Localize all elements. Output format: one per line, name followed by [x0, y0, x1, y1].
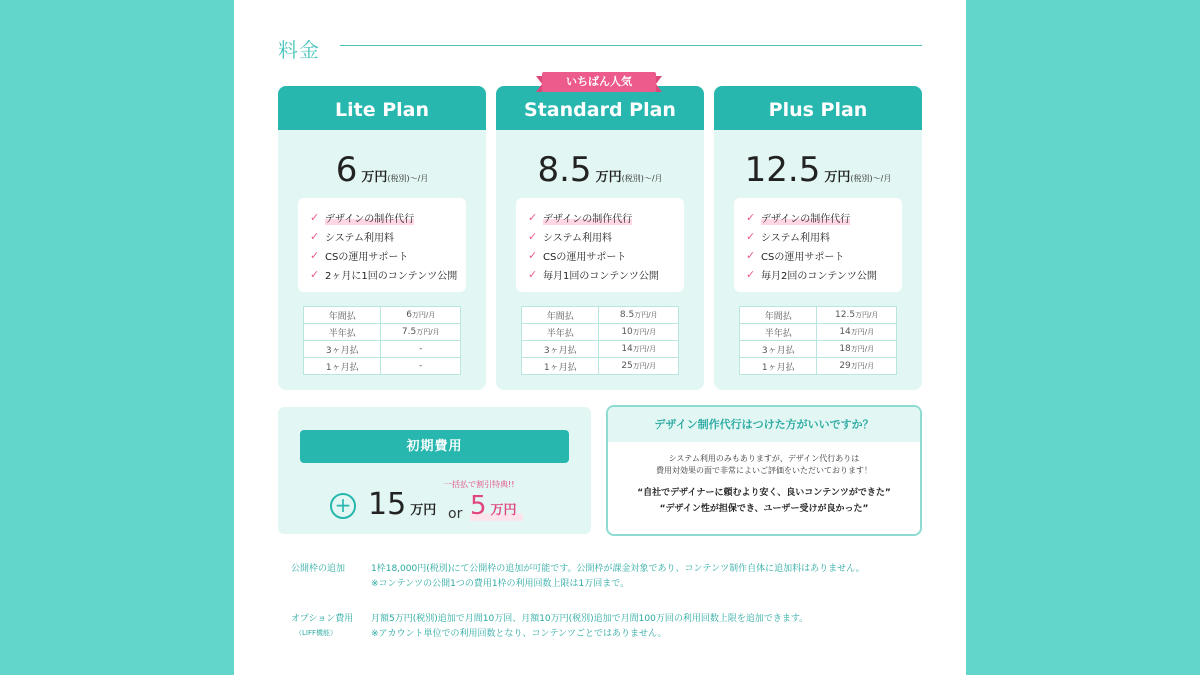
- rate-row: [740, 307, 897, 324]
- rate-label: 半年払: [522, 324, 599, 341]
- note-line: ※アカウント単位での利用回数となり、コンテンツごとではありません。: [371, 629, 667, 639]
- initial-cost-title: 初期費用: [300, 430, 569, 463]
- check-icon: ✓: [528, 249, 538, 262]
- check-icon: ✓: [310, 230, 320, 243]
- note-row: [291, 562, 931, 592]
- rate-value-cell: [817, 341, 897, 358]
- check-icon: ✓: [746, 230, 756, 243]
- feature-label: CSの運用サポート: [325, 252, 409, 263]
- rate-label: 3ヶ月払: [304, 341, 381, 358]
- feature-item: [746, 227, 902, 246]
- plan-name: Plus Plan: [714, 86, 922, 130]
- rate-value: -: [419, 344, 423, 354]
- check-icon: ✓: [310, 268, 320, 281]
- rate-unit: 万円/月: [850, 362, 875, 370]
- rate-value-cell: [599, 324, 679, 341]
- note-label: 公開枠の追加: [291, 564, 346, 574]
- feature-item: [310, 265, 466, 284]
- discount-price-unit: 万円: [490, 503, 517, 518]
- feature-item: [528, 246, 684, 265]
- rate-unit: 万円/月: [632, 328, 657, 336]
- rate-value: 10: [621, 327, 633, 337]
- rate-row: [304, 307, 461, 324]
- feature-label: デザインの制作代行: [325, 210, 414, 225]
- rate-value: 12.5: [835, 310, 856, 320]
- section-divider: [340, 45, 922, 46]
- plan-price: [278, 150, 486, 190]
- rate-label: 1ヶ月払: [304, 358, 381, 375]
- feature-label: CSの運用サポート: [761, 252, 845, 263]
- check-icon: ✓: [746, 268, 756, 281]
- rate-label: 半年払: [740, 324, 817, 341]
- check-icon: ✓: [528, 230, 538, 243]
- rate-label: 3ヶ月払: [522, 341, 599, 358]
- note-row: [291, 612, 931, 642]
- rate-label: 半年払: [304, 324, 381, 341]
- plan-price-value: 8.5: [537, 150, 592, 190]
- feature-item: [746, 265, 902, 284]
- rate-value: 14: [621, 344, 633, 354]
- initial-price: [368, 487, 436, 522]
- rate-value-cell: [381, 324, 461, 341]
- rate-value: 29: [839, 361, 851, 371]
- plan-card: [278, 86, 486, 390]
- check-icon: ✓: [528, 211, 538, 224]
- feature-item: [528, 265, 684, 284]
- feature-label: システム利用料: [325, 233, 394, 244]
- discount-note: 一括払で割引特典!!: [444, 480, 515, 489]
- rate-value-cell: [381, 358, 461, 375]
- rate-label: 年間払: [522, 307, 599, 324]
- popular-ribbon: いちばん人気: [542, 72, 656, 92]
- check-icon: ✓: [746, 249, 756, 262]
- note-sublabel: （LIFF機能）: [295, 629, 338, 637]
- rate-value-cell: [817, 358, 897, 375]
- section-title: 料金: [278, 38, 320, 62]
- rate-row: [304, 341, 461, 358]
- faq-body: [608, 442, 920, 477]
- feature-label: デザインの制作代行: [761, 210, 850, 225]
- rate-label: 1ヶ月払: [522, 358, 599, 375]
- rate-value: 7.5: [401, 327, 417, 337]
- feature-label: デザインの制作代行: [543, 210, 632, 225]
- plan-price-unit: 万円: [595, 170, 622, 185]
- check-icon: ✓: [746, 211, 756, 224]
- feature-item: [528, 227, 684, 246]
- feature-list: [516, 198, 684, 292]
- discount-price-value: 5: [470, 491, 487, 521]
- plan-price-tax: (税別)〜/月: [387, 174, 429, 183]
- plan-name: Standard Plan: [496, 86, 704, 130]
- plan-name: Lite Plan: [278, 86, 486, 130]
- or-label: or: [448, 506, 463, 522]
- plan-price: [496, 150, 704, 190]
- check-icon: ✓: [310, 211, 320, 224]
- rate-table: [521, 306, 679, 375]
- rate-value-cell: [817, 307, 897, 324]
- rate-row: [522, 341, 679, 358]
- plan-card: [496, 75, 704, 390]
- rate-unit: 万円/月: [411, 311, 436, 319]
- rate-table: [303, 306, 461, 375]
- initial-price-value: 15: [368, 487, 407, 522]
- plus-icon: +: [330, 493, 356, 519]
- rate-row: [522, 358, 679, 375]
- plan-price-unit: 万円: [824, 170, 851, 185]
- rate-table: [739, 306, 897, 375]
- plan-price-tax: (税別)〜/月: [850, 174, 892, 183]
- note-label: オプション費用: [291, 614, 354, 624]
- pricing-sheet: [234, 0, 966, 675]
- plan-price: [714, 150, 922, 190]
- rate-unit: 万円/月: [850, 345, 875, 353]
- feature-item: [528, 208, 684, 227]
- rate-label: 1ヶ月払: [740, 358, 817, 375]
- feature-list: [298, 198, 466, 292]
- plan-price-value: 6: [335, 150, 358, 190]
- rate-unit: 万円/月: [416, 328, 440, 336]
- rate-value-cell: [817, 324, 897, 341]
- rate-value: 14: [839, 327, 851, 337]
- design-faq-card: [606, 405, 922, 536]
- faq-quotes: [608, 477, 920, 517]
- rate-row: [740, 358, 897, 375]
- rate-value-cell: [599, 307, 679, 324]
- note-line: ※コンテンツの公開1つの費用1枠の利用回数上限は1万回まで。: [371, 579, 630, 589]
- feature-list: [734, 198, 902, 292]
- rate-value: 8.5: [619, 310, 635, 320]
- faq-quote-1: “自社でデザイナーに頼むより安く、良いコンテンツができた”: [637, 488, 891, 498]
- rate-label: 年間払: [304, 307, 381, 324]
- rate-value-cell: [381, 307, 461, 324]
- feature-item: [310, 246, 466, 265]
- rate-value-cell: [599, 358, 679, 375]
- feature-label: 毎月2回のコンテンツ公開: [761, 271, 877, 282]
- faq-title: デザイン制作代行はつけた方がいいですか？: [608, 407, 920, 442]
- rate-unit: 万円/月: [632, 362, 657, 370]
- faq-line-2: 費用対効果の面で非常によいご評価をいただいております！: [656, 466, 872, 475]
- feature-label: システム利用料: [761, 233, 830, 244]
- check-icon: ✓: [528, 268, 538, 281]
- faq-quote-2: “デザイン性が担保でき、ユーザー受けが良かった”: [659, 504, 869, 514]
- initial-cost-card: [278, 407, 591, 534]
- rate-unit: 万円/月: [850, 328, 875, 336]
- notes-section: [291, 562, 931, 662]
- check-icon: ✓: [310, 249, 320, 262]
- rate-value-cell: [381, 341, 461, 358]
- feature-label: 2ヶ月に1回のコンテンツ公開: [325, 271, 458, 282]
- section-header: [278, 34, 922, 60]
- rate-unit: 万円/月: [634, 311, 658, 319]
- feature-label: 毎月1回のコンテンツ公開: [543, 271, 659, 282]
- faq-line-1: システム利用のみもありますが、デザイン代行ありは: [668, 454, 860, 463]
- rate-unit: 万円/月: [855, 311, 879, 319]
- feature-item: [746, 208, 902, 227]
- rate-unit: 万円/月: [632, 345, 657, 353]
- feature-label: システム利用料: [543, 233, 612, 244]
- rate-label: 3ヶ月払: [740, 341, 817, 358]
- plan-price-unit: 万円: [361, 170, 388, 185]
- initial-price-unit: 万円: [410, 503, 437, 518]
- rate-row: [304, 358, 461, 375]
- rate-row: [522, 324, 679, 341]
- rate-value: -: [419, 361, 423, 371]
- plan-price-value: 12.5: [744, 150, 821, 190]
- plan-price-tax: (税別)〜/月: [621, 174, 663, 183]
- feature-item: [310, 227, 466, 246]
- feature-label: CSの運用サポート: [543, 252, 627, 263]
- rate-value: 25: [621, 361, 633, 371]
- rate-value-cell: [599, 341, 679, 358]
- rate-label: 年間払: [740, 307, 817, 324]
- plan-card: [714, 86, 922, 390]
- feature-item: [746, 246, 902, 265]
- rate-value: 6: [406, 310, 412, 320]
- rate-row: [740, 324, 897, 341]
- note-line: 月額5万円(税別)追加で月間10万回、月額10万円(税別)追加で月間100万回の利用回数上限を追加できます。: [371, 614, 809, 624]
- feature-item: [310, 208, 466, 227]
- rate-row: [522, 307, 679, 324]
- rate-row: [740, 341, 897, 358]
- discount-price: [470, 491, 523, 521]
- note-line: 1枠18,000円(税別)にて公開枠の追加が可能です。公開枠が課金対象であり、コンテンツ制作自体に追加料はありません。: [371, 564, 865, 574]
- rate-row: [304, 324, 461, 341]
- rate-value: 18: [839, 344, 851, 354]
